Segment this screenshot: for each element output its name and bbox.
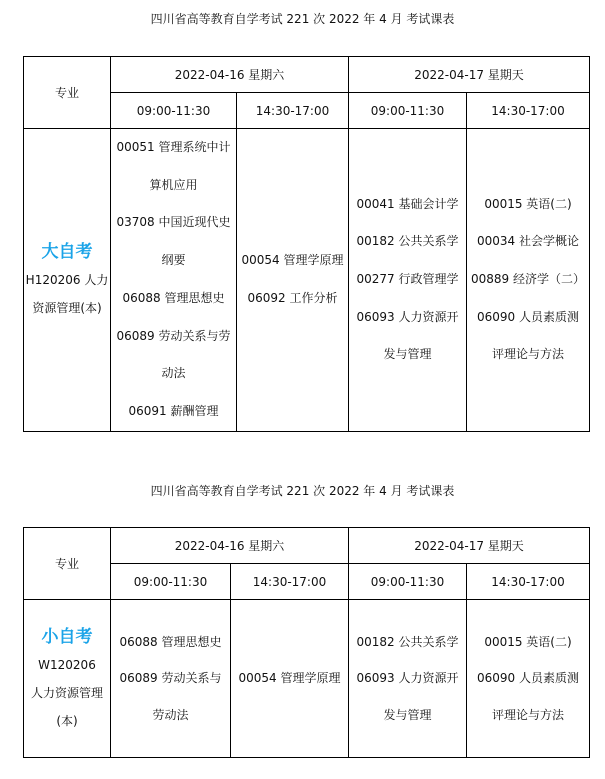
date-header-day1: 2022-04-16 星期六 xyxy=(111,528,349,564)
exam-cell-day2-pm xyxy=(467,600,590,758)
slot-day2-pm: 14:30-17:00 xyxy=(467,564,590,600)
exam-cell-day1-am xyxy=(111,129,237,432)
course-line: 00182 公共关系学 xyxy=(356,634,459,649)
slot-day2-pm: 14:30-17:00 xyxy=(467,93,590,129)
course-line: 06089 劳动关系与劳 xyxy=(116,328,231,343)
course-line: 00889 经济学（二） xyxy=(471,271,585,286)
course-line: 06093 人力资源开 xyxy=(356,309,459,324)
course-line: 00054 管理学原理 xyxy=(238,671,341,686)
major-header: 专业 xyxy=(24,57,111,129)
exam-cell-day1-pm xyxy=(237,129,349,432)
schedule-table-1 xyxy=(23,56,590,432)
major-cell xyxy=(24,600,111,758)
course-line: 评理论与方法 xyxy=(491,707,564,722)
major-cell xyxy=(24,129,111,432)
course-line: 06088 管理思想史 xyxy=(119,634,222,649)
major-line: 资源管理(本) xyxy=(32,300,102,315)
course-line: 06090 人员素质测 xyxy=(477,309,579,324)
course-line: 00182 公共关系学 xyxy=(356,234,459,249)
major-header: 专业 xyxy=(24,528,111,600)
course-line: 06091 薪酬管理 xyxy=(128,403,219,418)
major-line: 人力资源管理 xyxy=(30,685,103,700)
exam-cell-day1-am xyxy=(111,600,231,758)
course-line: 动法 xyxy=(161,366,186,381)
schedule-table-2 xyxy=(23,527,590,758)
course-line: 算机应用 xyxy=(149,177,198,192)
course-line: 纲要 xyxy=(161,253,186,268)
course-line: 00034 社会学概论 xyxy=(477,234,579,249)
slot-day2-am: 09:00-11:30 xyxy=(349,564,467,600)
exam-cell-day2-am xyxy=(349,129,467,432)
course-line: 发与管理 xyxy=(383,707,432,722)
course-line: 00015 英语(二) xyxy=(484,634,572,649)
exam-cell-day1-pm xyxy=(231,600,349,758)
course-line: 发与管理 xyxy=(383,347,432,362)
course-line: 06093 人力资源开 xyxy=(356,671,459,686)
schedule-title-2: 四川省高等教育自学考试 221 次 2022 年 4 月 考试课表 xyxy=(150,484,455,498)
major-line: W120206 xyxy=(38,657,96,672)
major-line: H120206 人力 xyxy=(25,272,109,287)
schedule-title-1: 四川省高等教育自学考试 221 次 2022 年 4 月 考试课表 xyxy=(150,12,455,26)
major-line: (本) xyxy=(56,713,78,728)
slot-day2-am: 09:00-11:30 xyxy=(349,93,467,129)
major-tag: 小自考 xyxy=(41,626,93,647)
course-line: 00277 行政管理学 xyxy=(356,271,459,286)
slot-day1-pm: 14:30-17:00 xyxy=(237,93,349,129)
slot-day1-am: 09:00-11:30 xyxy=(111,93,237,129)
exam-cell-day2-am xyxy=(349,600,467,758)
major-tag: 大自考 xyxy=(41,241,93,262)
course-line: 00051 管理系统中计 xyxy=(116,140,231,154)
slot-day1-pm: 14:30-17:00 xyxy=(231,564,349,600)
date-header-day1: 2022-04-16 星期六 xyxy=(111,57,349,93)
course-line: 00054 管理学原理 xyxy=(241,253,344,268)
course-line: 06089 劳动关系与 xyxy=(119,671,222,686)
course-line: 劳动法 xyxy=(152,707,189,722)
course-line: 06092 工作分析 xyxy=(247,290,338,305)
course-line: 00015 英语(二) xyxy=(484,196,572,211)
course-line: 00041 基础会计学 xyxy=(356,196,459,211)
date-header-day2: 2022-04-17 星期天 xyxy=(349,528,590,564)
exam-cell-day2-pm xyxy=(467,129,590,432)
course-line: 03708 中国近现代史 xyxy=(116,215,231,230)
course-line: 评理论与方法 xyxy=(491,347,564,362)
course-line: 06088 管理思想史 xyxy=(122,290,225,305)
slot-day1-am: 09:00-11:30 xyxy=(111,564,231,600)
date-header-day2: 2022-04-17 星期天 xyxy=(349,57,590,93)
course-line: 06090 人员素质测 xyxy=(477,671,579,686)
